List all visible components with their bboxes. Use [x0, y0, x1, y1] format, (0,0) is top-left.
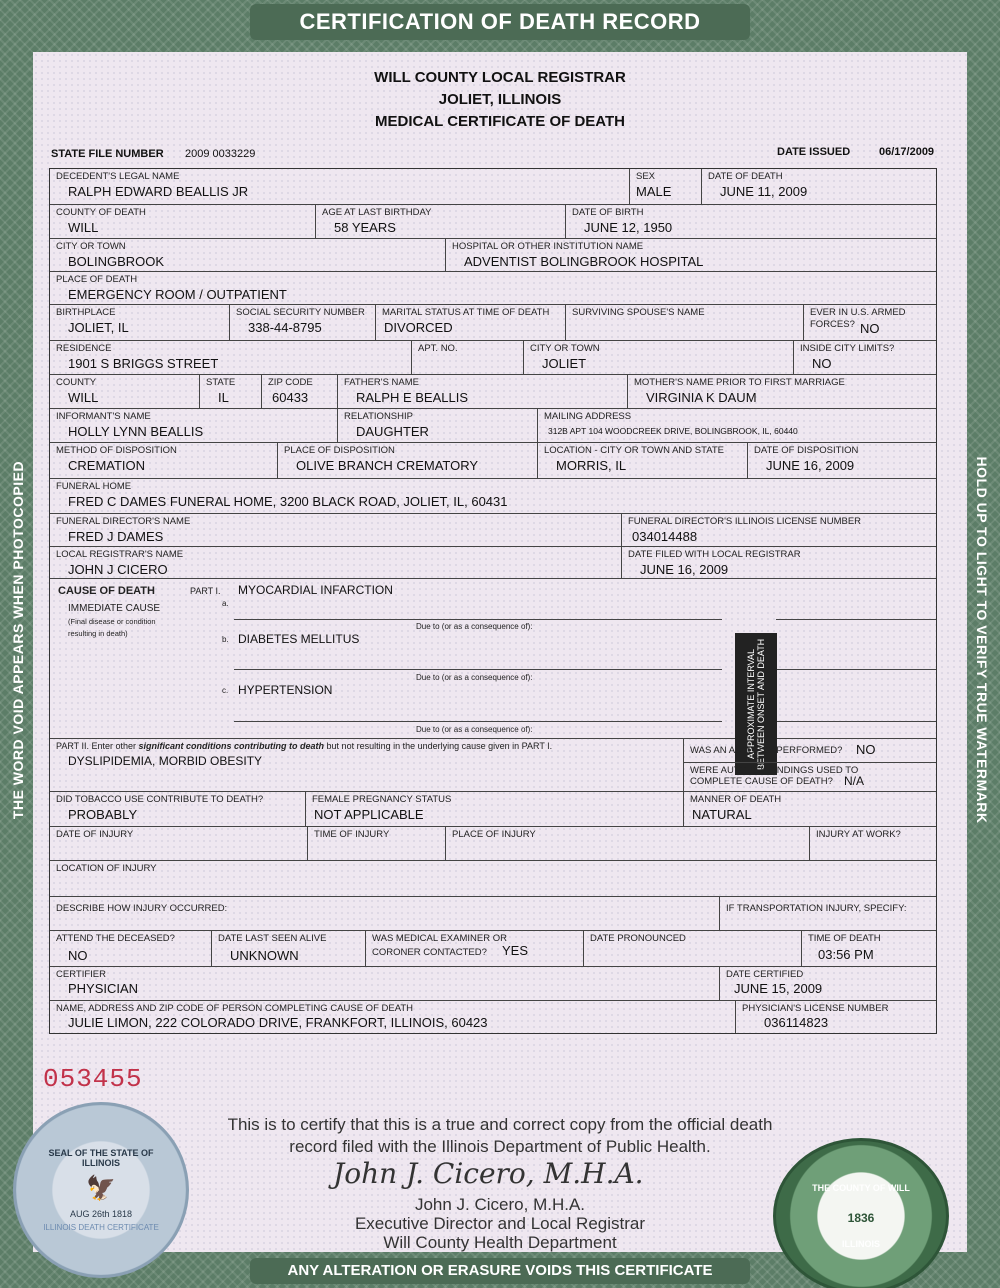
funeral-home-value: FRED C DAMES FUNERAL HOME, 3200 BLACK ROAD, JOLIET, IL, 60431: [68, 494, 508, 509]
spouse-label: SURVIVING SPOUSE'S NAME: [572, 307, 705, 318]
cell-autopsy: [684, 739, 936, 763]
cell-location-injury: [50, 861, 936, 897]
cell-tobacco: [50, 792, 306, 827]
cell-res-city: [524, 341, 794, 375]
completer-label: NAME, ADDRESS AND ZIP CODE OF PERSON COMPLETING CAUSE OF DEATH: [56, 1003, 414, 1014]
director-license-value: 034014488: [632, 529, 698, 544]
part2-value: DYSLIPIDEMIA, MORBID OBESITY: [68, 754, 263, 768]
disposition-label: METHOD OF DISPOSITION: [56, 445, 177, 456]
city-label: CITY OR TOWN: [56, 241, 126, 252]
cell-part2: [50, 739, 684, 792]
cell-describe: [50, 897, 720, 931]
interval-box: APPROXIMATE INTERVAL BETWEEN ONSET AND DEATH: [735, 633, 777, 775]
manner-value: NATURAL: [692, 807, 752, 822]
sex-label: SEX: [636, 171, 656, 182]
autopsy-label: WAS AN AUTOPSY PERFORMED?: [690, 745, 843, 756]
hospital-label: HOSPITAL OR OTHER INSTITUTION NAME: [452, 241, 644, 252]
completer-value: JULIE LIMON, 222 COLORADO DRIVE, FRANKFORT, ILLINOIS, 60423: [68, 1015, 488, 1030]
cell-place-of-death: [50, 272, 936, 305]
pregnancy-value: NOT APPLICABLE: [314, 807, 424, 822]
sex-value: MALE: [636, 184, 672, 199]
signer-dept: Will County Health Department: [383, 1233, 617, 1252]
header-line-3: MEDICAL CERTIFICATE OF DEATH: [375, 113, 625, 130]
banner-bottom: ANY ALTERATION OR ERASURE VOIDS THIS CERTIFICATE: [250, 1258, 750, 1284]
illinois-seal: [13, 1102, 189, 1278]
header-line-1: WILL COUNTY LOCAL REGISTRAR: [374, 69, 626, 86]
cell-birthplace: [50, 305, 230, 341]
cause-title: CAUSE OF DEATH: [58, 585, 155, 597]
director-label: FUNERAL DIRECTOR'S NAME: [56, 516, 191, 527]
will-seal-text: THE COUNTY OF WILL: [812, 1183, 910, 1193]
cause-b-line: [234, 669, 722, 670]
cell-place-disposition: [278, 443, 538, 479]
date-certified-label: DATE CERTIFIED: [726, 969, 804, 980]
legal-name-label: DECEDENT'S LEGAL NAME: [56, 171, 180, 182]
date-certified-value: JUNE 15, 2009: [734, 981, 823, 996]
cell-county-of-death: [50, 205, 316, 239]
cell-marital: [376, 305, 566, 341]
cell-manner: [684, 792, 936, 827]
legal-name-value: RALPH EDWARD BEALLIS JR: [68, 184, 249, 199]
autopsy-value: NO: [856, 742, 876, 757]
registrar-value: JOHN J CICERO: [68, 562, 168, 577]
pronounced-label: DATE PRONOUNCED: [590, 933, 686, 944]
death-record-form: [49, 168, 937, 1034]
location-injury-label: LOCATION OF INJURY: [56, 863, 157, 874]
cell-city: [50, 239, 446, 272]
place-disposition-value: OLIVE BRANCH CREMATORY: [296, 458, 479, 473]
state-file-label: STATE FILE NUMBER: [51, 148, 164, 160]
cell-informant: [50, 409, 338, 443]
date-of-death-value: JUNE 11, 2009: [720, 184, 808, 199]
part2-label: [56, 741, 552, 751]
state-value: IL: [218, 390, 229, 405]
cause-a-value: MYOCARDIAL INFARCTION: [238, 583, 393, 597]
cell-examiner: [366, 931, 584, 967]
cell-physician-license: [736, 1001, 936, 1033]
cell-date-of-death: [702, 169, 936, 205]
cause-c-line: [234, 721, 722, 722]
cell-zip: [262, 375, 338, 409]
cell-place-injury: [446, 827, 810, 861]
part2-label-post: but not resulting in the underlying cause given in PART I.: [324, 741, 553, 751]
dob-label: DATE OF BIRTH: [572, 207, 644, 218]
will-seal-year: 1836: [847, 1211, 875, 1225]
cell-completer: [50, 1001, 736, 1033]
illinois-seal-date: AUG 26th 1818: [69, 1209, 133, 1219]
pregnancy-label: FEMALE PREGNANCY STATUS: [312, 794, 452, 805]
interval-line-b: [776, 669, 936, 670]
marital-label: MARITAL STATUS AT TIME OF DEATH: [382, 307, 550, 318]
cell-age: [316, 205, 566, 239]
cell-date-disposition: [748, 443, 936, 479]
cell-apt: [412, 341, 524, 375]
cell-director: [50, 514, 622, 547]
interval-line-c: [776, 721, 936, 722]
cell-time-death: [802, 931, 936, 967]
certifier-value: PHYSICIAN: [68, 981, 139, 996]
cell-transport: [720, 897, 936, 931]
cell-dob: [566, 205, 936, 239]
physician-license-value: 036114823: [764, 1015, 829, 1030]
cause-due-1: Due to (or as a consequence of):: [416, 622, 533, 631]
state-file-number: 2009 0033229: [185, 148, 256, 160]
time-death-label: TIME OF DEATH: [808, 933, 881, 944]
state-label: STATE: [206, 377, 236, 388]
informant-value: HOLLY LYNN BEALLIS: [68, 424, 204, 439]
side-text-right: HOLD UP TO LIGHT TO VERIFY TRUE WATERMARK: [974, 456, 990, 824]
certify-line-2: record filed with the Illinois Department of Public Health.: [289, 1137, 711, 1156]
mailing-label: MAILING ADDRESS: [544, 411, 632, 422]
cell-date-certified: [720, 967, 936, 1001]
physician-license-label: PHYSICIAN'S LICENSE NUMBER: [742, 1003, 889, 1014]
residence-label: RESIDENCE: [56, 343, 112, 354]
cell-certifier: [50, 967, 720, 1001]
cell-residence: [50, 341, 412, 375]
cell-state: [200, 375, 262, 409]
place-of-death-value: EMERGENCY ROOM / OUTPATIENT: [68, 287, 287, 302]
county-label: COUNTY: [56, 377, 97, 388]
location-value: MORRIS, IL: [556, 458, 627, 473]
cell-findings: [684, 763, 936, 792]
header-line-2: JOLIET, ILLINOIS: [438, 91, 562, 108]
relationship-value: DAUGHTER: [356, 424, 429, 439]
examiner-label: WAS MEDICAL EXAMINER OR: [372, 933, 507, 944]
county-value: WILL: [68, 390, 99, 405]
hospital-value: ADVENTIST BOLINGBROOK HOSPITAL: [464, 254, 704, 269]
cell-armed-forces: [804, 305, 936, 341]
cause-part1: PART I.: [190, 586, 221, 596]
certify-line-1: This is to certify that this is a true and correct copy from the official death: [227, 1115, 773, 1134]
father-label: FATHER'S NAME: [344, 377, 420, 388]
date-disposition-label: DATE OF DISPOSITION: [754, 445, 859, 456]
cell-father: [338, 375, 628, 409]
disposition-value: CREMATION: [68, 458, 146, 473]
city-limits-label: INSIDE CITY LIMITS?: [800, 343, 895, 354]
cell-time-injury: [308, 827, 446, 861]
birthplace-value: JOLIET, IL: [68, 320, 129, 335]
examiner-label-2: CORONER CONTACTED?: [372, 947, 487, 958]
part2-label-em: significant conditions contributing to death: [138, 741, 325, 751]
county-of-death-value: WILL: [68, 220, 99, 235]
zip-label: ZIP CODE: [268, 377, 313, 388]
date-disposition-value: JUNE 16, 2009: [766, 458, 855, 473]
date-filed-value: JUNE 16, 2009: [640, 562, 729, 577]
cause-c-label: c.: [222, 686, 229, 695]
cause-a-line: [234, 619, 722, 620]
injury-work-label: INJURY AT WORK?: [816, 829, 901, 840]
will-county-seal-content: [801, 1183, 921, 1249]
county-of-death-label: COUNTY OF DEATH: [56, 207, 146, 218]
tobacco-value: PROBABLY: [68, 807, 138, 822]
cell-attend: [50, 931, 212, 967]
date-issued-label: DATE ISSUED: [777, 146, 851, 158]
zip-value: 60433: [272, 390, 309, 405]
cell-location: [538, 443, 748, 479]
birthplace-label: BIRTHPLACE: [56, 307, 116, 318]
cause-b-value: DIABETES MELLITUS: [238, 632, 360, 646]
transport-label: IF TRANSPORTATION INJURY, SPECIFY:: [726, 903, 907, 914]
cell-date-injury: [50, 827, 308, 861]
illinois-seal-text: SEAL OF THE STATE OF ILLINOIS: [48, 1148, 154, 1168]
attend-label: ATTEND THE DECEASED?: [56, 933, 175, 944]
serial-number: 053455: [43, 1064, 143, 1094]
cause-note-2: resulting in death): [68, 629, 128, 638]
banner-top: CERTIFICATION OF DEATH RECORD: [250, 4, 750, 40]
cell-ssn: [230, 305, 376, 341]
cell-county: [50, 375, 200, 409]
time-injury-label: TIME OF INJURY: [314, 829, 390, 840]
cell-date-filed: [622, 547, 936, 579]
signature: John J. Cicero, M.H.A.: [333, 1157, 644, 1190]
findings-value: N/A: [844, 774, 865, 788]
cell-legal-name: [50, 169, 630, 205]
cell-hospital: [446, 239, 936, 272]
cell-disposition: [50, 443, 278, 479]
cell-mother: [628, 375, 936, 409]
armed-forces-value: NO: [860, 321, 880, 336]
cell-pregnancy: [306, 792, 684, 827]
cause-note-1: (Final disease or condition: [68, 617, 156, 626]
mother-label: MOTHER'S NAME PRIOR TO FIRST MARRIAGE: [634, 377, 845, 388]
last-seen-value: UNKNOWN: [230, 948, 299, 963]
father-value: RALPH E BEALLIS: [356, 390, 468, 405]
date-issued: 06/17/2009: [879, 146, 935, 158]
mother-value: VIRGINIA K DAUM: [646, 390, 757, 405]
cell-spouse: [566, 305, 804, 341]
residence-value: 1901 S BRIGGS STREET: [68, 356, 219, 371]
time-death-value: 03:56 PM: [818, 947, 874, 962]
will-county-seal: [773, 1138, 949, 1288]
illinois-seal-watermark: ILLINOIS DEATH CERTIFICATE: [43, 1223, 159, 1232]
date-of-death-label: DATE OF DEATH: [708, 171, 783, 182]
describe-label: DESCRIBE HOW INJURY OCCURRED:: [56, 903, 228, 914]
cell-sex: [630, 169, 702, 205]
cell-injury-work: [810, 827, 936, 861]
findings-label-2: COMPLETE CAUSE OF DEATH?: [690, 776, 833, 787]
registrar-label: LOCAL REGISTRAR'S NAME: [56, 549, 184, 560]
director-value: FRED J DAMES: [68, 529, 164, 544]
certificate-paper: [33, 52, 967, 1252]
age-value: 58 YEARS: [334, 220, 396, 235]
mailing-value: 312B APT 104 WOODCREEK DRIVE, BOLINGBROOK, IL, 60440: [548, 426, 798, 436]
ssn-label: SOCIAL SECURITY NUMBER: [236, 307, 365, 318]
place-injury-label: PLACE OF INJURY: [452, 829, 536, 840]
attend-value: NO: [68, 948, 88, 963]
relationship-label: RELATIONSHIP: [344, 411, 413, 422]
signer-name: John J. Cicero, M.H.A.: [414, 1195, 586, 1214]
examiner-value: YES: [502, 943, 529, 958]
ssn-value: 338-44-8795: [248, 320, 322, 335]
tobacco-label: DID TOBACCO USE CONTRIBUTE TO DEATH?: [56, 794, 264, 805]
cause-c-value: HYPERTENSION: [238, 683, 333, 697]
cell-mailing: [538, 409, 936, 443]
cause-b-label: b.: [222, 635, 229, 644]
armed-forces-label-2: FORCES?: [810, 319, 855, 330]
cell-last-seen: [212, 931, 366, 967]
funeral-home-label: FUNERAL HOME: [56, 481, 132, 492]
will-seal-bottom: ILLINOIS: [842, 1239, 880, 1249]
cell-city-limits: [794, 341, 936, 375]
cell-relationship: [338, 409, 538, 443]
cell-pronounced: [584, 931, 802, 967]
cause-a-label: a.: [222, 599, 229, 608]
interval-line-a: [776, 619, 936, 620]
apt-label: APT. NO.: [418, 343, 458, 354]
signer-title: Executive Director and Local Registrar: [354, 1214, 646, 1233]
age-label: AGE AT LAST BIRTHDAY: [322, 207, 432, 218]
place-of-death-label: PLACE OF DEATH: [56, 274, 138, 285]
city-value: BOLINGBROOK: [68, 254, 165, 269]
informant-label: INFORMANT'S NAME: [56, 411, 151, 422]
cell-registrar: [50, 547, 622, 579]
illinois-seal-content: [41, 1148, 161, 1232]
cause-immediate-label: IMMEDIATE CAUSE: [68, 603, 161, 614]
city-limits-value: NO: [812, 356, 832, 371]
res-city-label: CITY OR TOWN: [530, 343, 600, 354]
place-disposition-label: PLACE OF DISPOSITION: [284, 445, 395, 456]
side-text-left: THE WORD VOID APPEARS WHEN PHOTOCOPIED: [10, 460, 26, 820]
res-city-value: JOLIET: [542, 356, 587, 371]
cell-funeral-home: [50, 479, 936, 514]
cause-due-3: Due to (or as a consequence of):: [416, 725, 533, 734]
part2-label-pre: PART II. Enter other: [56, 741, 139, 751]
director-license-label: FUNERAL DIRECTOR'S ILLINOIS LICENSE NUMBER: [628, 516, 862, 527]
eagle-icon: 🦅: [86, 1175, 116, 1202]
armed-forces-label: EVER IN U.S. ARMED: [810, 307, 906, 318]
cell-director-license: [622, 514, 936, 547]
dob-value: JUNE 12, 1950: [584, 220, 673, 235]
cause-of-death-section: [50, 579, 936, 739]
cause-due-2: Due to (or as a consequence of):: [416, 673, 533, 682]
manner-label: MANNER OF DEATH: [690, 794, 782, 805]
date-injury-label: DATE OF INJURY: [56, 829, 134, 840]
last-seen-label: DATE LAST SEEN ALIVE: [218, 933, 327, 944]
certifier-label: CERTIFIER: [56, 969, 106, 980]
findings-label-1: WERE AUTOPSY FINDINGS USED TO: [690, 765, 859, 776]
marital-value: DIVORCED: [384, 320, 453, 335]
location-label: LOCATION - CITY OR TOWN AND STATE: [544, 445, 724, 456]
date-filed-label: DATE FILED WITH LOCAL REGISTRAR: [628, 549, 801, 560]
